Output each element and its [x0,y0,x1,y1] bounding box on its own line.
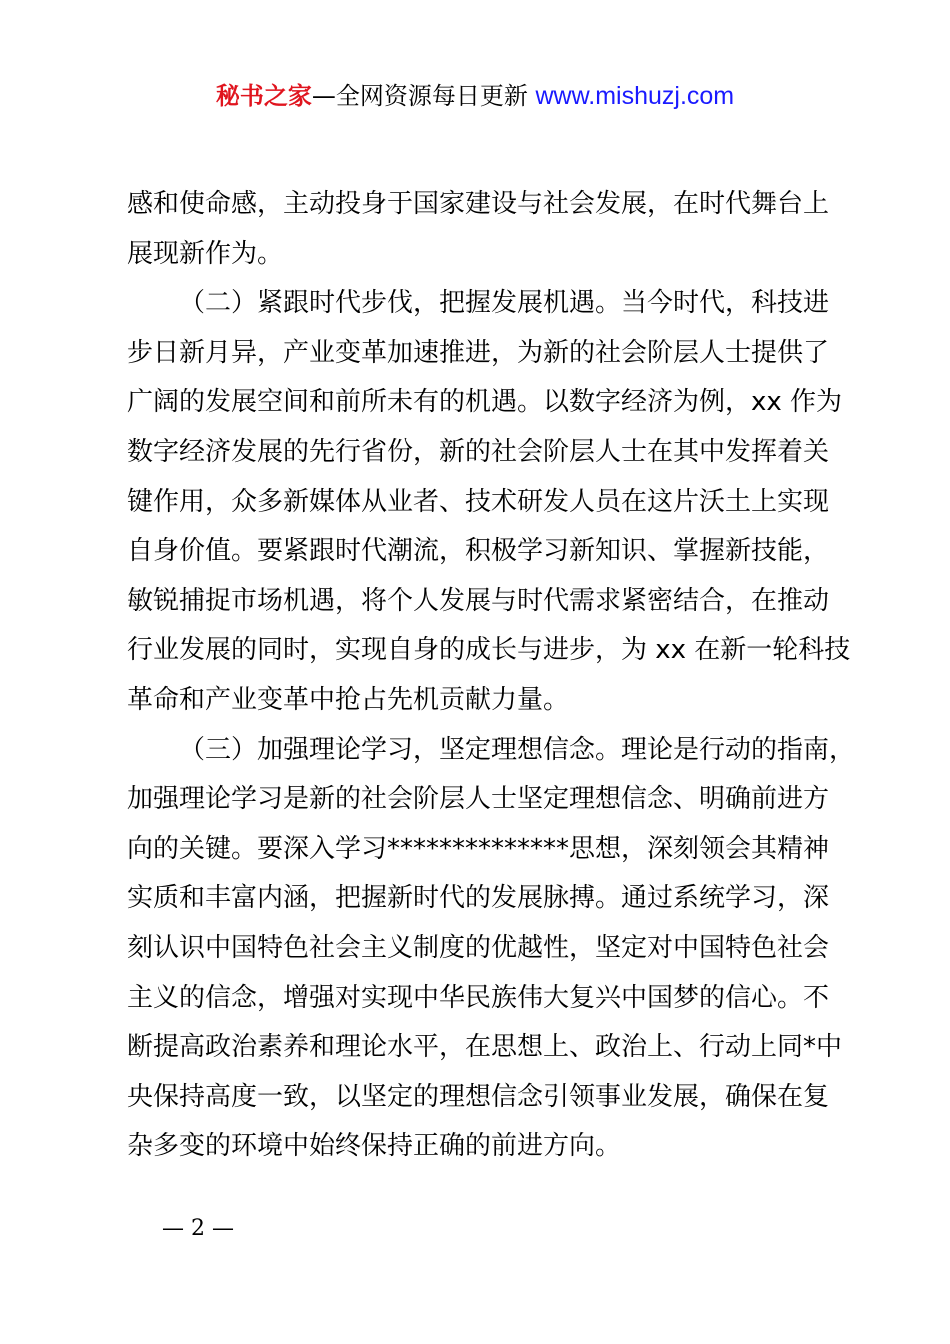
site-header [0,78,950,114]
section-heading-line: （二）紧跟时代步伐，把握发展机遇。当今时代，科技进 [179,288,830,319]
text-line: 感和使命感，主动投身于国家建设与社会发展，在时代舞台上 [127,189,830,219]
text-line: 加强理论学习是新的社会阶层人士坚定理想信念、明确前进方 [127,784,830,815]
site-url-link[interactable]: www.mishuzj.com [535,82,735,110]
text-line: 数字经济发展的先行省份，新的社会阶层人士在其中发挥着关 [127,436,830,467]
section-heading-line: （三）加强理论学习，坚定理想信念。理论是行动的指南， [179,734,856,765]
text-line: 广阔的发展空间和前所未有的机遇。以数字经济为例，xx 作为 [127,387,843,418]
text-line: 向的关键。要深入学习**************思想，深刻领会其精神 [127,833,830,864]
paragraph-continuation [127,180,830,279]
text-line: 自身价值。要紧跟时代潮流，积极学习新知识、掌握新技能， [127,536,830,567]
site-brand: 秘书之家 [215,82,312,110]
text-line: 央保持高度一致，以坚定的理想信念引领事业发展，确保在复 [127,1081,830,1112]
text-line: 步日新月异，产业变革加速推进，为新的社会阶层人士提供了 [127,337,830,368]
text-line: 敏锐捕捉市场机遇，将个人发展与时代需求紧密结合，在推动 [127,585,830,616]
text-line: 断提高政治素养和理论水平，在思想上、政治上、行动上同*中 [127,1032,843,1063]
paragraph-section-3 [127,726,856,1172]
page-number: — 2 — [162,1216,234,1241]
text-line: 键作用，众多新媒体从业者、技术研发人员在这片沃土上实现 [127,486,830,517]
text-line: 刻认识中国特色社会主义制度的优越性，坚定对中国特色社会 [127,932,830,963]
site-slogan: —全网资源每日更新 [311,82,528,110]
text-line: 杂多变的环境中始终保持正确的前进方向。 [127,1131,622,1162]
paragraph-section-2 [127,279,851,725]
text-line: 主义的信念，增强对实现中华民族伟大复兴中国梦的信心。不 [127,982,830,1013]
text-line: 实质和丰富内涵，把握新时代的发展脉搏。通过系统学习，深 [127,883,830,914]
document-body [127,180,856,1172]
text-line: 革命和产业变革中抢占先机贡献力量。 [127,684,570,715]
text-line: 展现新作为。 [127,238,284,269]
text-line: 行业发展的同时，实现自身的成长与进步，为 xx 在新一轮科技 [127,635,851,666]
